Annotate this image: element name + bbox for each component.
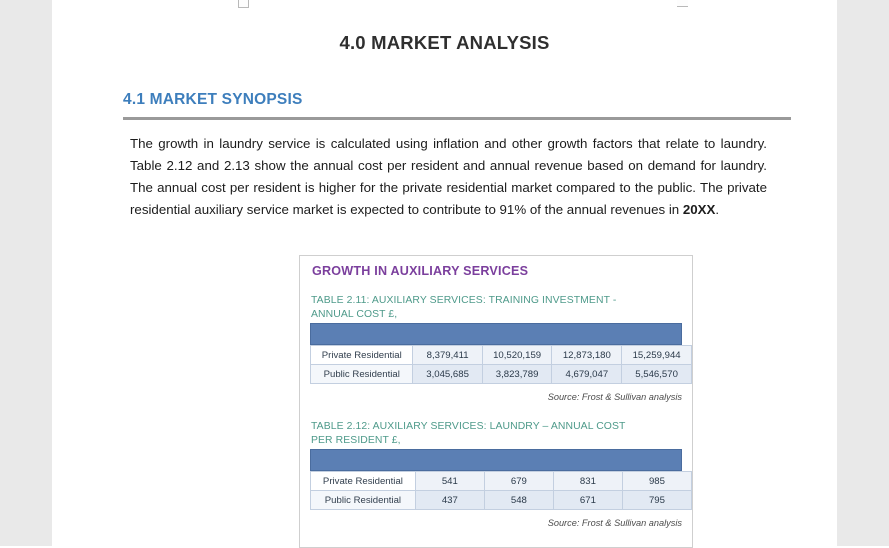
cell-value: 3,823,789 [482,365,552,384]
row-label: Private Residential [311,472,416,491]
table-source-2-11: Source: Frost & Sullivan analysis [547,392,682,402]
cell-value: 5,546,570 [622,365,692,384]
cell-value: 3,045,685 [413,365,482,384]
figure-growth-auxiliary-services [299,255,693,548]
table-row [311,365,692,384]
section-heading: 4.1 MARKET SYNOPSIS [123,91,303,108]
paragraph-text-end: . [715,202,720,217]
cell-value: 985 [622,472,691,491]
margin-marker-right [677,0,688,7]
table-row [311,491,692,510]
margin-marker-left [238,0,249,8]
cell-value: 671 [553,491,622,510]
row-label: Public Residential [311,365,413,384]
figure-title: GROWTH IN AUXILIARY SERVICES [312,264,529,278]
cell-value: 10,520,159 [482,346,552,365]
cell-value: 831 [553,472,622,491]
table-row [311,346,692,365]
row-label: Public Residential [311,491,416,510]
heading-divider [123,117,791,120]
table-2-12 [310,471,692,510]
document-page [52,0,837,546]
cell-value: 437 [415,491,484,510]
cell-value: 541 [415,472,484,491]
body-paragraph [130,133,767,221]
cell-value: 15,259,944 [622,346,692,365]
row-label: Private Residential [311,346,413,365]
table-caption-2-11: TABLE 2.11: AUXILIARY SERVICES: TRAINING INVESTMENT - ANNUAL COST £, [311,295,617,320]
table-header-band-2-12 [310,449,682,471]
page-title: 4.0 MARKET ANALYSIS [339,32,550,53]
cell-value: 679 [484,472,553,491]
cell-value: 4,679,047 [552,365,622,384]
table-header-band-2-11 [310,323,682,345]
table-caption-2-12: TABLE 2.12: AUXILIARY SERVICES: LAUNDRY – ANNUAL COST PER RESIDENT £, [311,421,626,446]
table-row [311,472,692,491]
table-source-2-12: Source: Frost & Sullivan analysis [547,518,682,528]
cell-value: 12,873,180 [552,346,622,365]
cell-value: 8,379,411 [413,346,482,365]
cell-value: 548 [484,491,553,510]
paragraph-bold-year: 20XX [682,202,716,217]
table-2-11 [310,345,692,384]
paragraph-text-part1: The growth in laundry service is calculated using inflation and other growth factors that relate to laundry. Table 2.12 and 2.13 show the annual cost per resident and annual revenue based on demand for laundry. The annual cost per resident is higher for the private residential market compared to the public. The private residential auxiliary service market is expected to contribute to 91% of the annual revenues in [130,136,767,217]
cell-value: 795 [622,491,691,510]
